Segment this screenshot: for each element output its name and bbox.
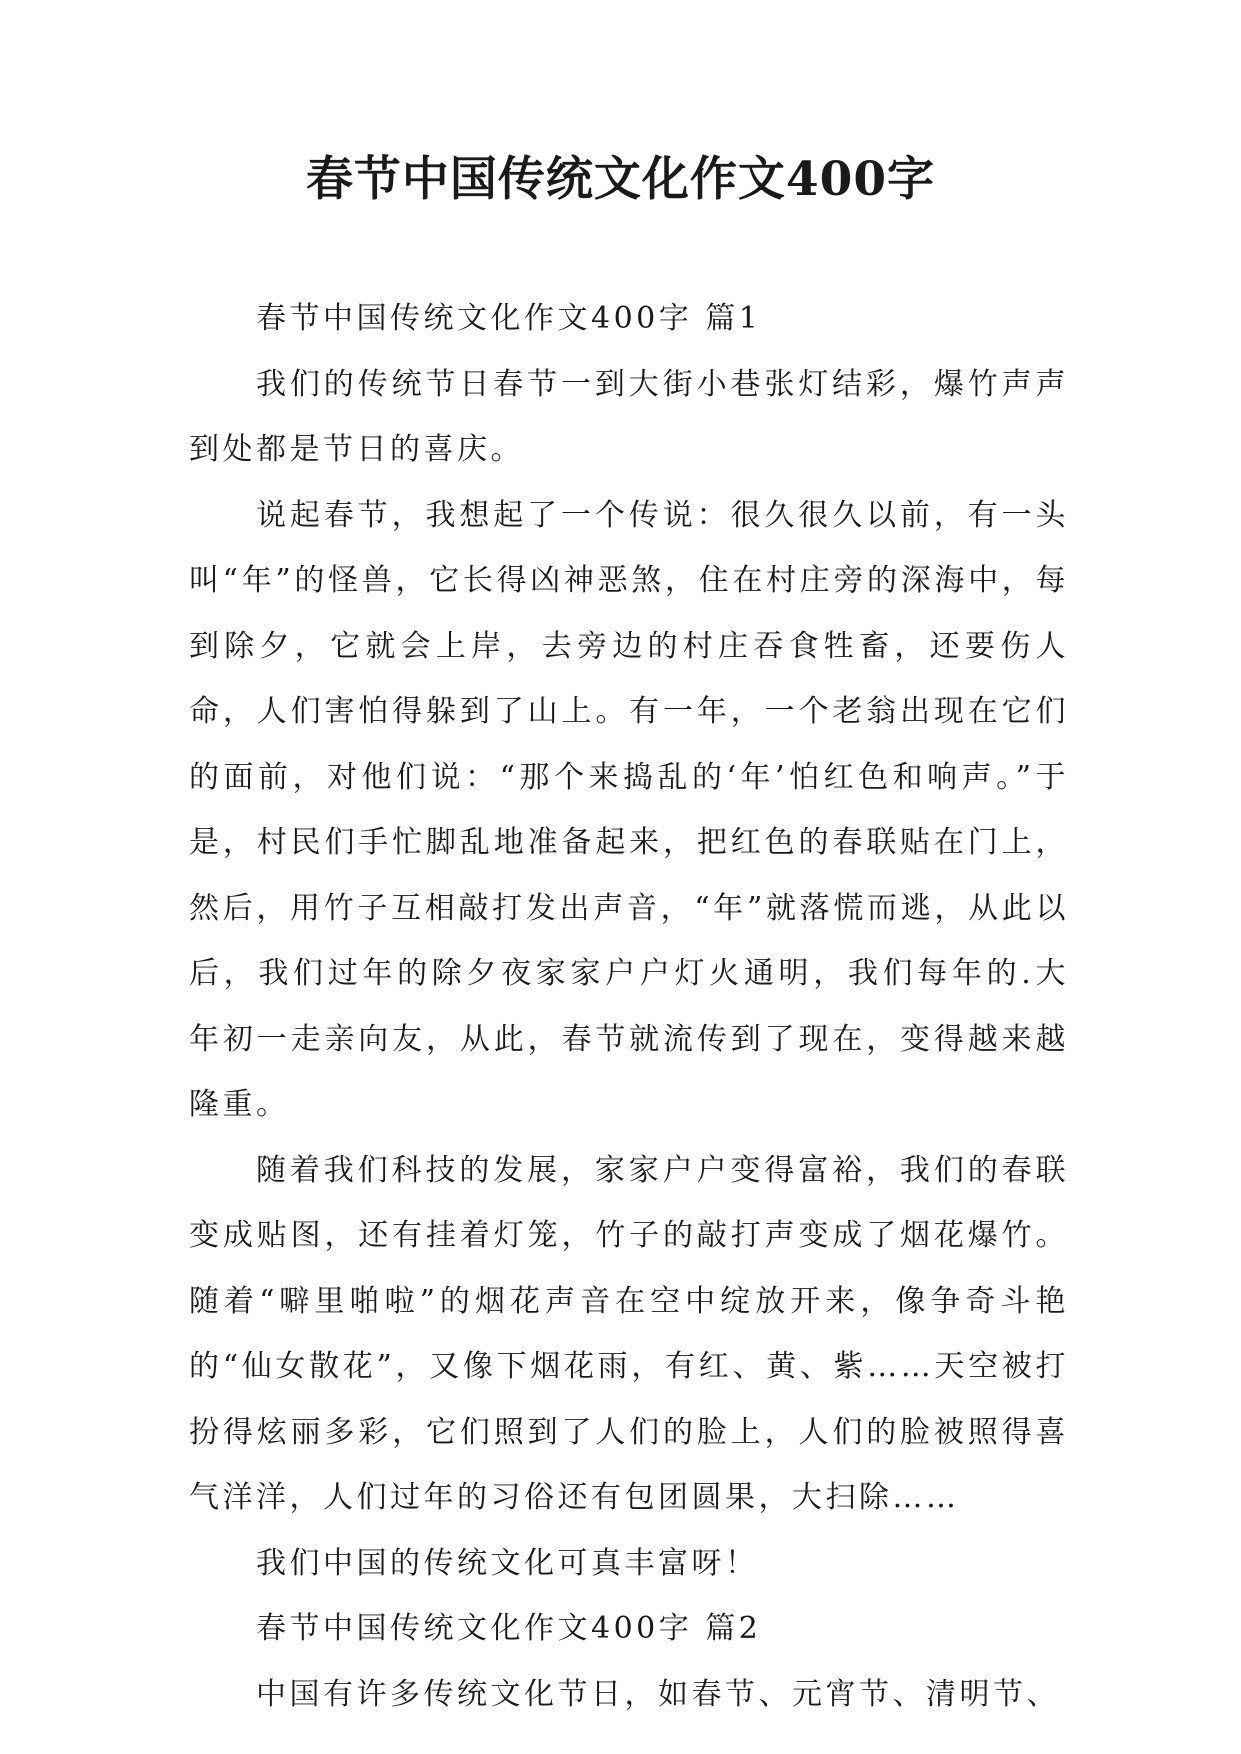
paragraph: 我们的传统节日春节一到大街小巷张灯结彩，爆竹声声到处都是节日的喜庆。 <box>189 366 1069 467</box>
section-heading: 春节中国传统文化作文400字 篇1 <box>256 301 762 336</box>
paragraph: 随着我们科技的发展，家家户户变得富裕，我们的春联变成贴图，还有挂着灯笼，竹子的敲打声变成了烟花爆竹。随着“噼里啪啦”的烟花声音在空中绽放开来，像争奇斗艳的“仙女散花”，又像下烟花雨，有红、黄、紫……天空被打扮得炫丽多彩，它们照到了人们的脸上，人们的脸被照得喜气洋洋，人们过年的习俗还有包团圆果，大扫除…… <box>189 1152 1069 1515</box>
section-heading: 春节中国传统文化作文400字 篇2 <box>256 1611 762 1646</box>
paragraph: 中国有许多传统文化节日，如春节、元宵节、清明节、 <box>256 1676 1060 1712</box>
paragraph: 我们中国的传统文化可真丰富呀！ <box>256 1545 759 1581</box>
section-2 <box>189 1596 1069 1727</box>
section-1 <box>189 286 1069 1596</box>
document-body <box>189 286 1069 1727</box>
document-title: 春节中国传统文化作文400字 <box>305 152 936 207</box>
paragraph: 说起春节，我想起了一个传说：很久很久以前，有一头叫“年”的怪兽，它长得凶神恶煞，住在村庄旁的深海中，每到除夕，它就会上岸，去旁边的村庄吞食牲畜，还要伤人命，人们害怕得躲到了山上。有一年，一个老翁出现在它们的面前，对他们说：“那个来捣乱的‘年’怕红色和响声。”于是，村民们手忙脚乱地准备起来，把红色的春联贴在门上，然后，用竹子互相敲打发出声音，“年”就落慌而逃，从此以后，我们过年的除夕夜家家户户灯火通明，我们每年的.大年初一走亲向友，从此，春节就流传到了现在，变得越来越隆重。 <box>189 497 1069 1122</box>
